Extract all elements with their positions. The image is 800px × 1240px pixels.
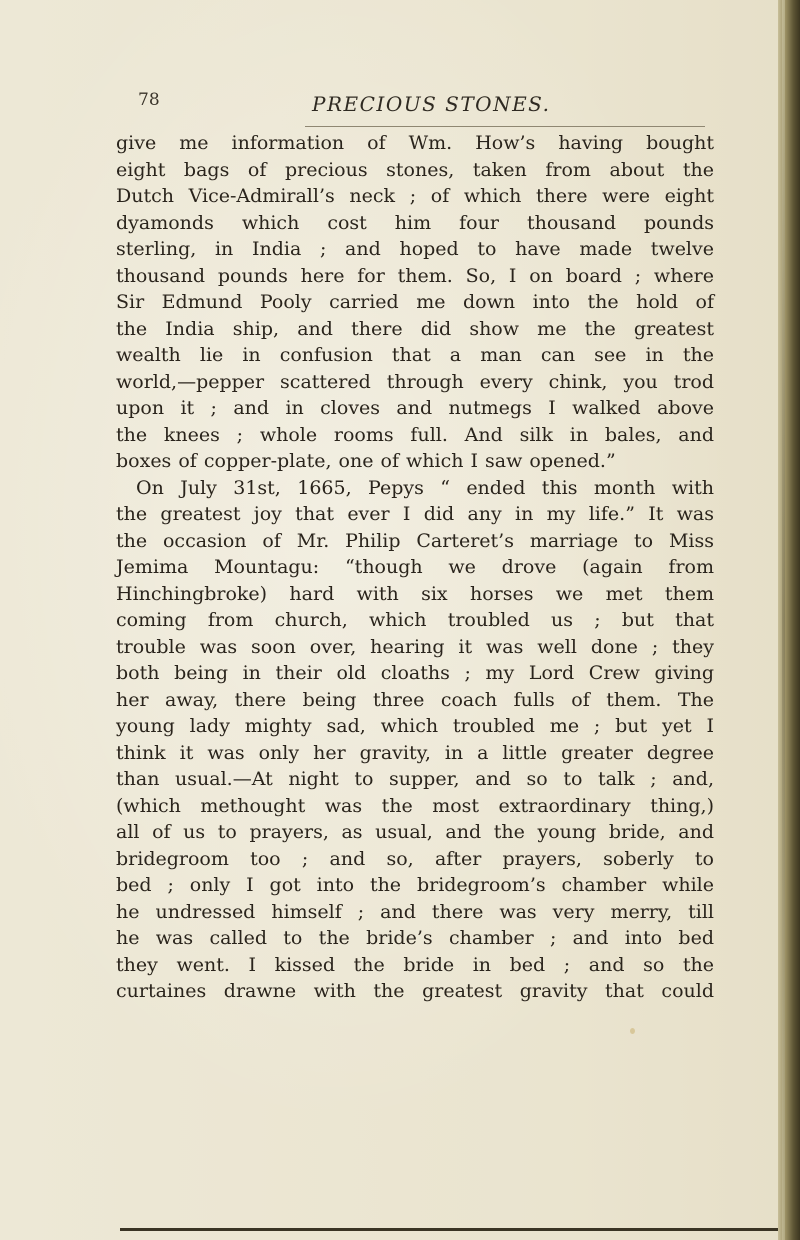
text-line: the knees ; whole rooms full. And silk in bales, and — [116, 423, 714, 446]
text-line: he undressed himself ; and there was very merry, till — [116, 900, 714, 923]
text-line: Jemima Mountagu: “though we drove (again from — [116, 556, 714, 578]
text-line: sterling, in India ; and hoped to have made twelve — [116, 238, 714, 260]
text-line: curtaines drawne with the greatest gravity that could — [116, 980, 714, 1002]
text-line: the greatest joy that ever I did any in my life.” It was — [116, 503, 714, 525]
book-spine-edge — [778, 0, 800, 1240]
running-title: PRECIOUS STONES. — [312, 92, 551, 116]
text-line: eight bags of precious stones, taken from about the — [116, 158, 714, 181]
bottom-page-edge — [120, 1228, 778, 1231]
text-line: Hinchingbroke) hard with six horses we met them — [116, 582, 714, 605]
text-line: her away, there being three coach fulls of them. The — [116, 688, 714, 711]
text-line: thousand pounds here for them. So, I on board ; where — [116, 264, 714, 287]
text-line: boxes of copper-plate, one of which I saw opened.” — [116, 450, 616, 472]
text-line: wealth lie in confusion that a man can see in the — [116, 344, 714, 366]
paper-speck — [630, 1028, 635, 1034]
text-line: he was called to the bride’s chamber ; and into bed — [116, 927, 714, 949]
text-line: than usual.—At night to supper, and so to talk ; and, — [116, 768, 714, 790]
text-line: (which methought was the most extraordinary thing,) — [116, 794, 714, 817]
text-line: both being in their old cloaths ; my Lord Crew giving — [116, 662, 714, 684]
header-rule — [305, 126, 705, 127]
text-line: upon it ; and in cloves and nutmegs I walked above — [116, 397, 714, 419]
text-line: all of us to prayers, as usual, and the young bride, and — [116, 821, 714, 843]
text-line: Sir Edmund Pooly carried me down into the hold of — [116, 291, 714, 313]
text-line: the India ship, and there did show me the greatest — [116, 317, 714, 340]
text-line: they went. I kissed the bride in bed ; and so the — [116, 953, 714, 976]
text-line: bed ; only I got into the bridegroom’s chamber while — [116, 874, 714, 896]
text-line: young lady mighty sad, which troubled me ; but yet I — [116, 715, 714, 737]
text-line: Dutch Vice-Admirall’s neck ; of which there were eight — [116, 185, 714, 207]
paragraph-first-line: On July 31st, 1665, Pepys “ ended this month with — [136, 476, 714, 499]
running-head — [0, 90, 800, 120]
body-text — [116, 130, 714, 1005]
text-line: dyamonds which cost him four thousand pounds — [116, 211, 714, 234]
text-line: give me information of Wm. How’s having bought — [116, 132, 714, 154]
text-line: think it was only her gravity, in a little greater degree — [116, 741, 714, 764]
page-number: 78 — [138, 90, 160, 110]
text-line: coming from church, which troubled us ; but that — [116, 609, 714, 631]
text-line: world,—pepper scattered through every chink, you trod — [116, 370, 714, 393]
text-line: the occasion of Mr. Philip Carteret’s marriage to Miss — [116, 529, 714, 552]
text-line: trouble was soon over, hearing it was well done ; they — [116, 635, 714, 658]
text-line: bridegroom too ; and so, after prayers, soberly to — [116, 847, 714, 870]
